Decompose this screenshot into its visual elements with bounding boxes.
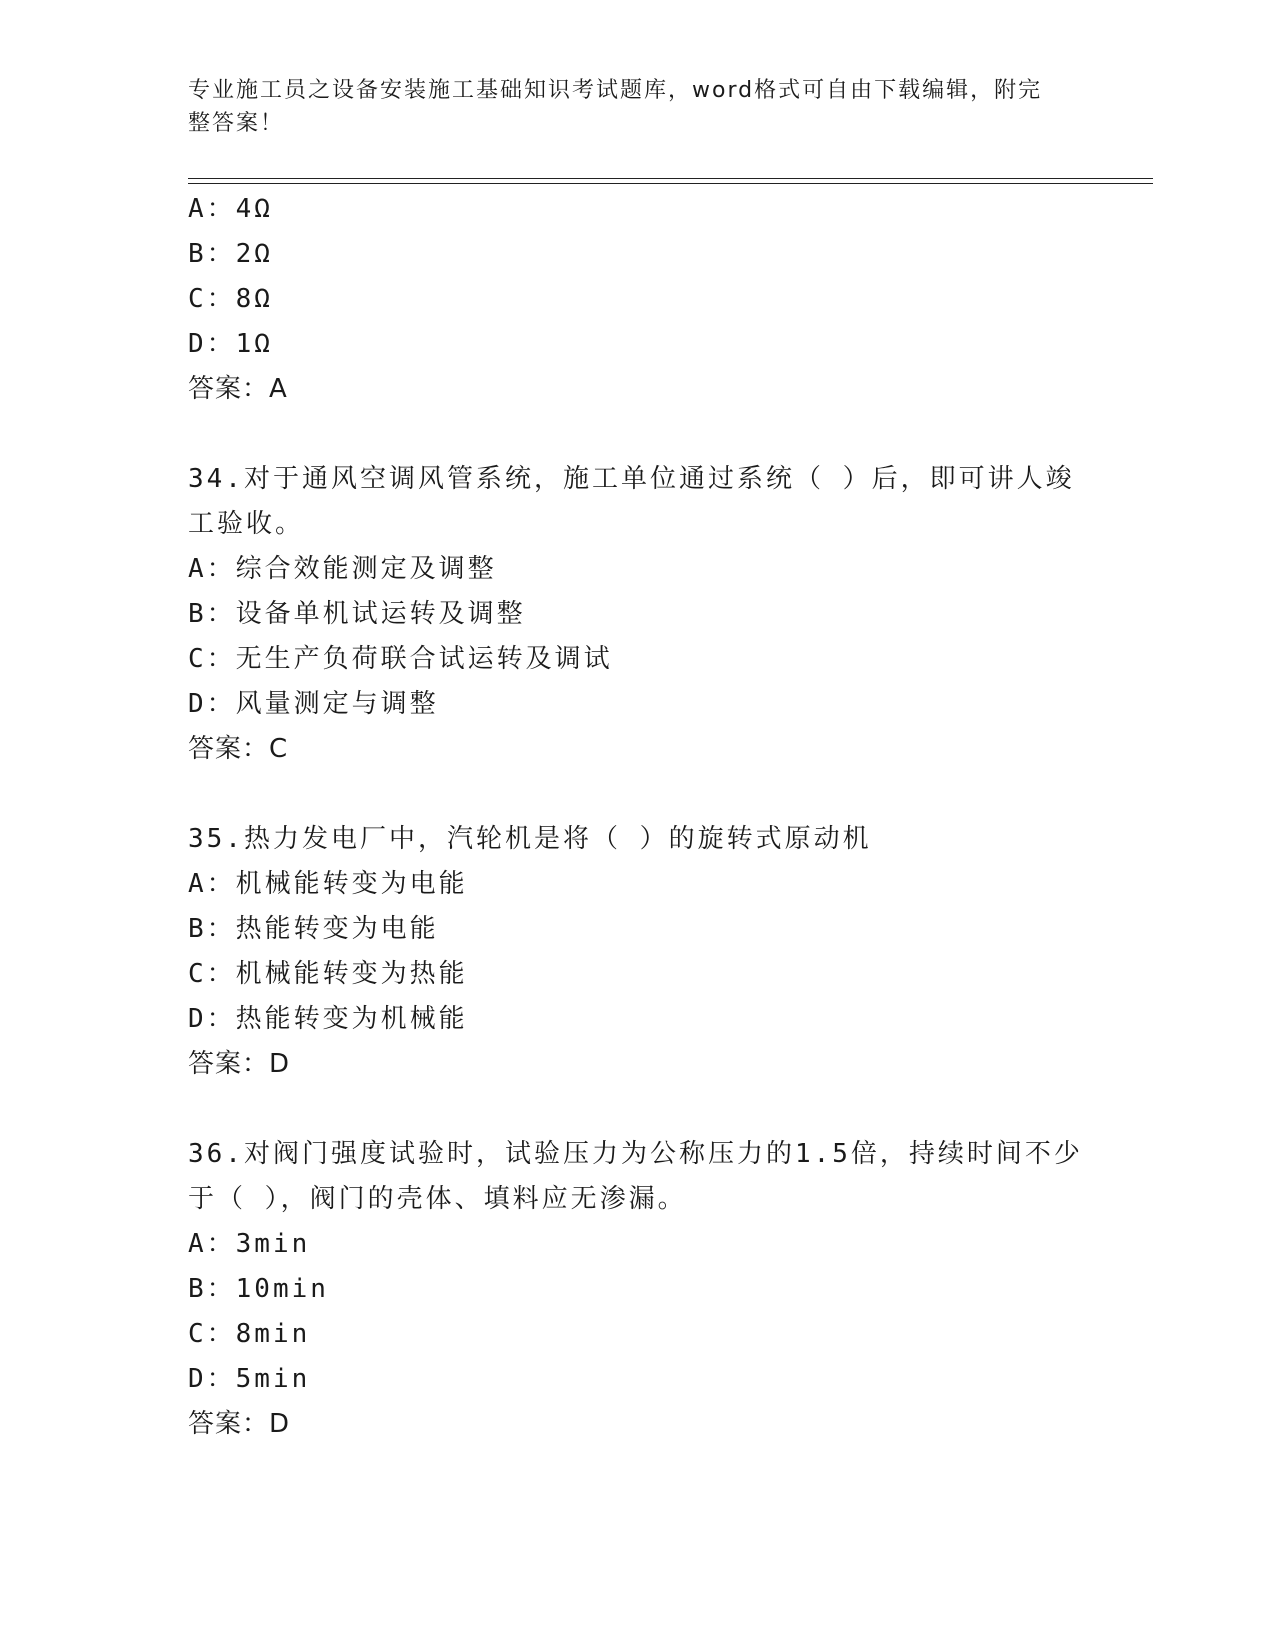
header-line-2: 整答案！	[188, 111, 285, 136]
q34-answer: 答案：C	[188, 734, 289, 764]
q34-option-b: B：设备单机试运转及调整	[188, 599, 526, 629]
q33-option-d: D：1Ω	[188, 329, 273, 359]
q36-answer: 答案：D	[188, 1409, 291, 1439]
q35-option-c: C：机械能转变为热能	[188, 959, 468, 989]
q34-stem-line-2: 工验收。	[188, 509, 305, 539]
q34-option-c: C：无生产负荷联合试运转及调试	[188, 644, 613, 674]
q36-option-c: C：8min	[188, 1319, 311, 1349]
q35-option-b: B：热能转变为电能	[188, 914, 439, 944]
q36-option-b: B：10min	[188, 1274, 329, 1304]
q34-option-a: A：综合效能测定及调整	[188, 554, 497, 584]
document-header	[188, 74, 1068, 140]
q34-option-d: D：风量测定与调整	[188, 689, 439, 719]
q33-option-a: A：4Ω	[188, 194, 273, 224]
q36-stem-line-1: 36.对阀门强度试验时，试验压力为公称压力的1.5倍，持续时间不少	[188, 1139, 1083, 1169]
q35-answer: 答案：D	[188, 1049, 291, 1079]
header-rule-top	[188, 178, 1153, 179]
q35-stem-line-1: 35.热力发电厂中，汽轮机是将（ ）的旋转式原动机	[188, 824, 872, 854]
q35-option-d: D：热能转变为机械能	[188, 1004, 468, 1034]
header-rule-bottom	[188, 183, 1153, 184]
q35-option-a: A：机械能转变为电能	[188, 869, 468, 899]
q33-answer: 答案：A	[188, 374, 288, 404]
q33-option-c: C：8Ω	[188, 284, 273, 314]
q36-option-a: A：3min	[188, 1229, 311, 1259]
q36-option-d: D：5min	[188, 1364, 311, 1394]
q34-stem-line-1: 34.对于通风空调风管系统，施工单位通过系统（ ）后，即可讲人竣	[188, 464, 1075, 494]
q33-option-b: B：2Ω	[188, 239, 273, 269]
header-line-1: 专业施工员之设备安装施工基础知识考试题库，word格式可自由下载编辑，附完	[188, 78, 1043, 103]
q36-stem-line-2: 于（ ），阀门的壳体、填料应无渗漏。	[188, 1184, 687, 1214]
